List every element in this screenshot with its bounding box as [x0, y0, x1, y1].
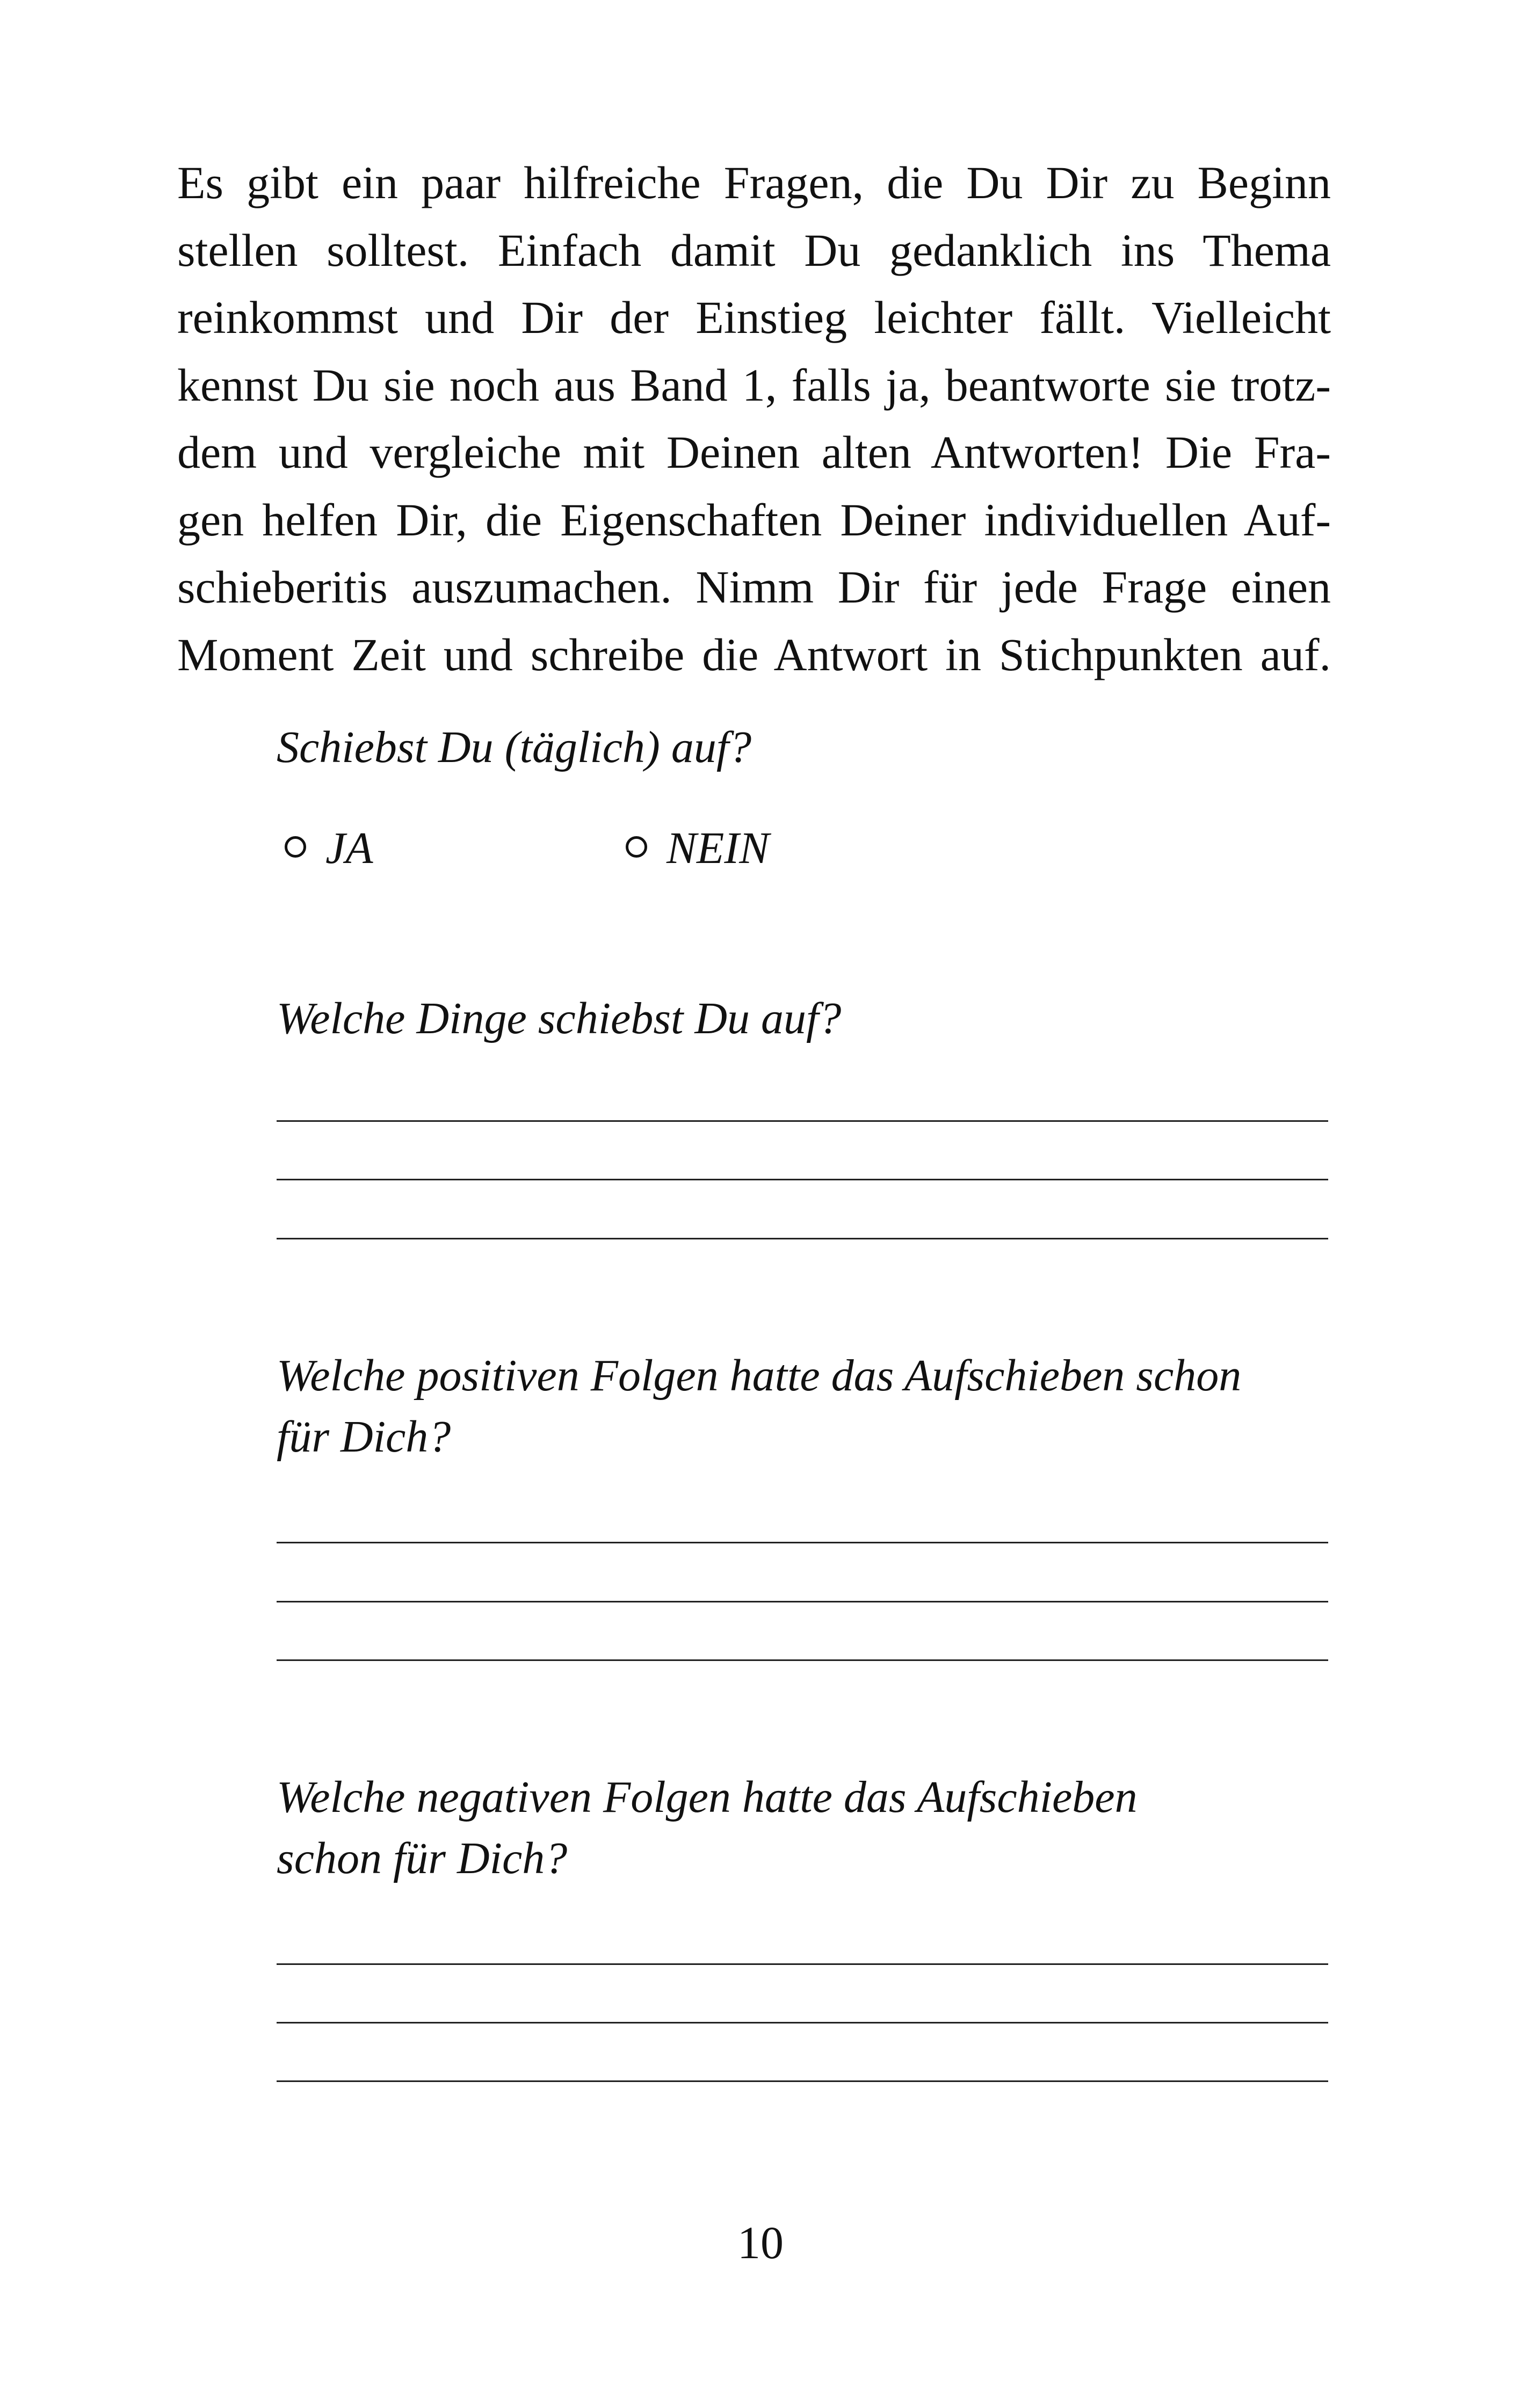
intro-line: gen helfen Dir, die Eigenschaften Deiner individuellen Auf-	[177, 494, 1331, 546]
question-text: Schiebst Du (täglich) auf?	[277, 722, 752, 772]
answer-line[interactable]	[277, 1963, 1328, 1965]
radio-circle-icon[interactable]	[626, 836, 647, 858]
page-number: 10	[737, 2217, 784, 2268]
intro-line: stellen solltest. Einfach damit Du gedanklich ins Thema	[177, 224, 1331, 276]
intro-line: Es gibt ein paar hilfreiche Fragen, die Du Dir zu Beginn	[177, 157, 1331, 208]
option-no[interactable]	[626, 822, 769, 875]
intro-paragraph	[177, 149, 1331, 688]
intro-line: Moment Zeit und schreibe die Antwort in Stichpunkten auf.	[177, 628, 1331, 680]
answer-line[interactable]	[277, 2080, 1328, 2082]
answer-line[interactable]	[277, 1542, 1328, 1543]
intro-line: dem und vergleiche mit Deinen alten Antworten! Die Fra-	[177, 426, 1331, 478]
answer-line[interactable]	[277, 1659, 1328, 1661]
intro-line: reinkommst und Dir der Einstieg leichter fällt. Vielleicht	[177, 292, 1331, 343]
question-text: Welche negativen Folgen hatte das Aufschieben	[277, 1772, 1138, 1822]
question-text: schon für Dich?	[277, 1833, 568, 1883]
question-daily-procrastination	[277, 717, 751, 778]
answer-line[interactable]	[277, 1601, 1328, 1602]
intro-line: schieberitis auszumachen. Nimm Dir für jede Frage einen	[177, 561, 1331, 613]
option-yes-label: JA	[325, 823, 373, 873]
answer-line[interactable]	[277, 1238, 1328, 1239]
question-positive-consequences	[277, 1345, 1241, 1468]
intro-line: kennst Du sie noch aus Band 1, falls ja, beantworte sie trotz-	[177, 359, 1331, 411]
answer-line[interactable]	[277, 2022, 1328, 2023]
question-text: für Dich?	[277, 1412, 451, 1462]
answer-line[interactable]	[277, 1179, 1328, 1180]
option-no-label: NEIN	[667, 823, 770, 873]
answer-line[interactable]	[277, 1120, 1328, 1122]
option-yes[interactable]	[285, 822, 373, 875]
question-text: Welche positiven Folgen hatte das Aufschieben schon	[277, 1351, 1242, 1401]
radio-circle-icon[interactable]	[285, 836, 306, 858]
question-negative-consequences	[277, 1767, 1138, 1889]
question-things-postponed	[277, 988, 841, 1049]
question-text: Welche Dinge schiebst Du auf?	[277, 993, 842, 1043]
